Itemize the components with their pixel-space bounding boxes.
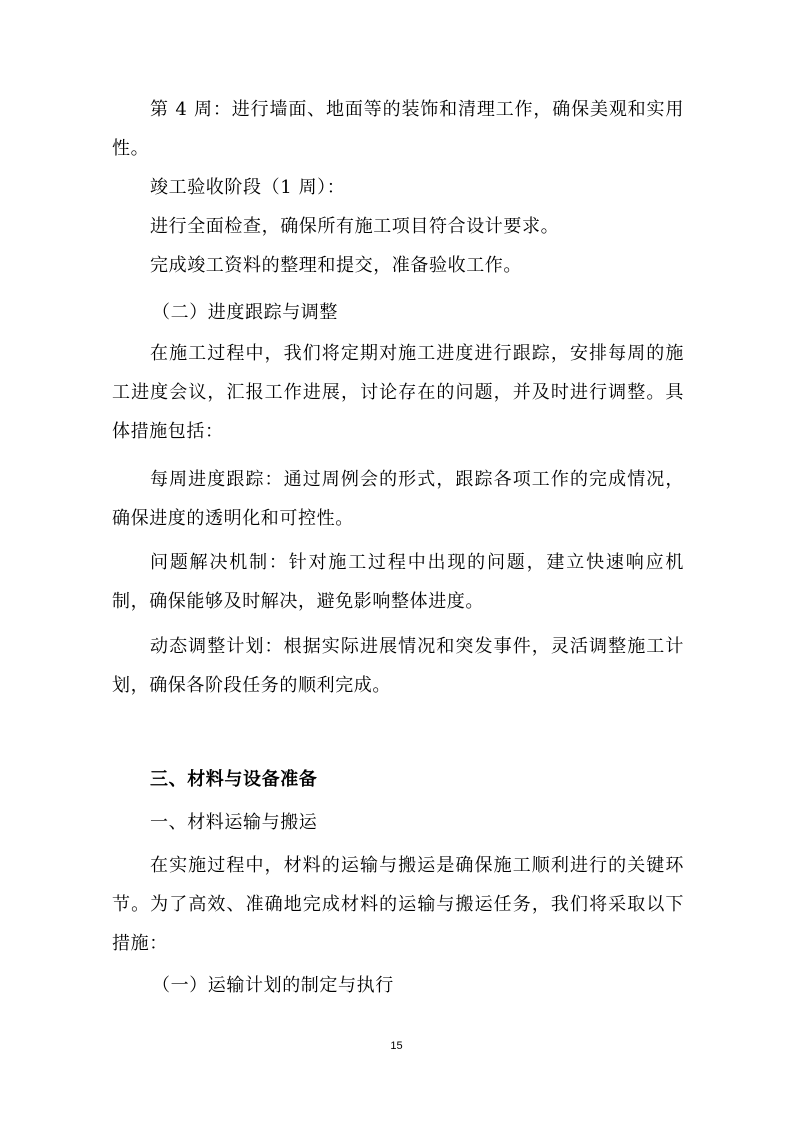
- paragraph-week4: 第 4 周：进行墙面、地面等的装饰和清理工作，确保美观和实用性。: [112, 99, 684, 159]
- section-transport-plan: （一）运输计划的制定与执行: [152, 975, 394, 996]
- heading-materials-equipment: 三、材料与设备准备: [150, 769, 318, 790]
- paragraph-transport-intro: 在实施过程中，材料的运输与搬运是确保施工顺利进行的关键环节。为了高效、准确地完成材料的运输与搬运任务，我们将采取以下措施：: [112, 855, 684, 954]
- paragraph-weekly-tracking: 每周进度跟踪：通过周例会的形式，跟踪各项工作的完成情况，确保进度的透明化和可控性。: [112, 469, 684, 529]
- paragraph-dynamic-adjust: 动态调整计划：根据实际进展情况和突发事件，灵活调整施工计划，确保各阶段任务的顺利完成。: [112, 636, 684, 696]
- page-number: 15: [390, 1040, 403, 1052]
- subheading-material-transport: 一、材料运输与搬运: [150, 812, 318, 833]
- paragraph-acceptance-stage: 竣工验收阶段（1 周）：: [150, 177, 346, 198]
- paragraph-full-inspection: 进行全面检查，确保所有施工项目符合设计要求。: [150, 216, 560, 237]
- paragraph-problem-solving: 问题解决机制：针对施工过程中出现的问题，建立快速响应机制，确保能够及时解决，避免影响整体进度。: [112, 552, 684, 612]
- section-progress-tracking: （二）进度跟踪与调整: [152, 302, 338, 323]
- paragraph-progress-intro: 在施工过程中，我们将定期对施工进度进行跟踪，安排每周的施工进度会议，汇报工作进展，讨论存在的问题，并及时进行调整。具体措施包括：: [112, 343, 684, 442]
- paragraph-completion-docs: 完成竣工资料的整理和提交，准备验收工作。: [150, 255, 522, 276]
